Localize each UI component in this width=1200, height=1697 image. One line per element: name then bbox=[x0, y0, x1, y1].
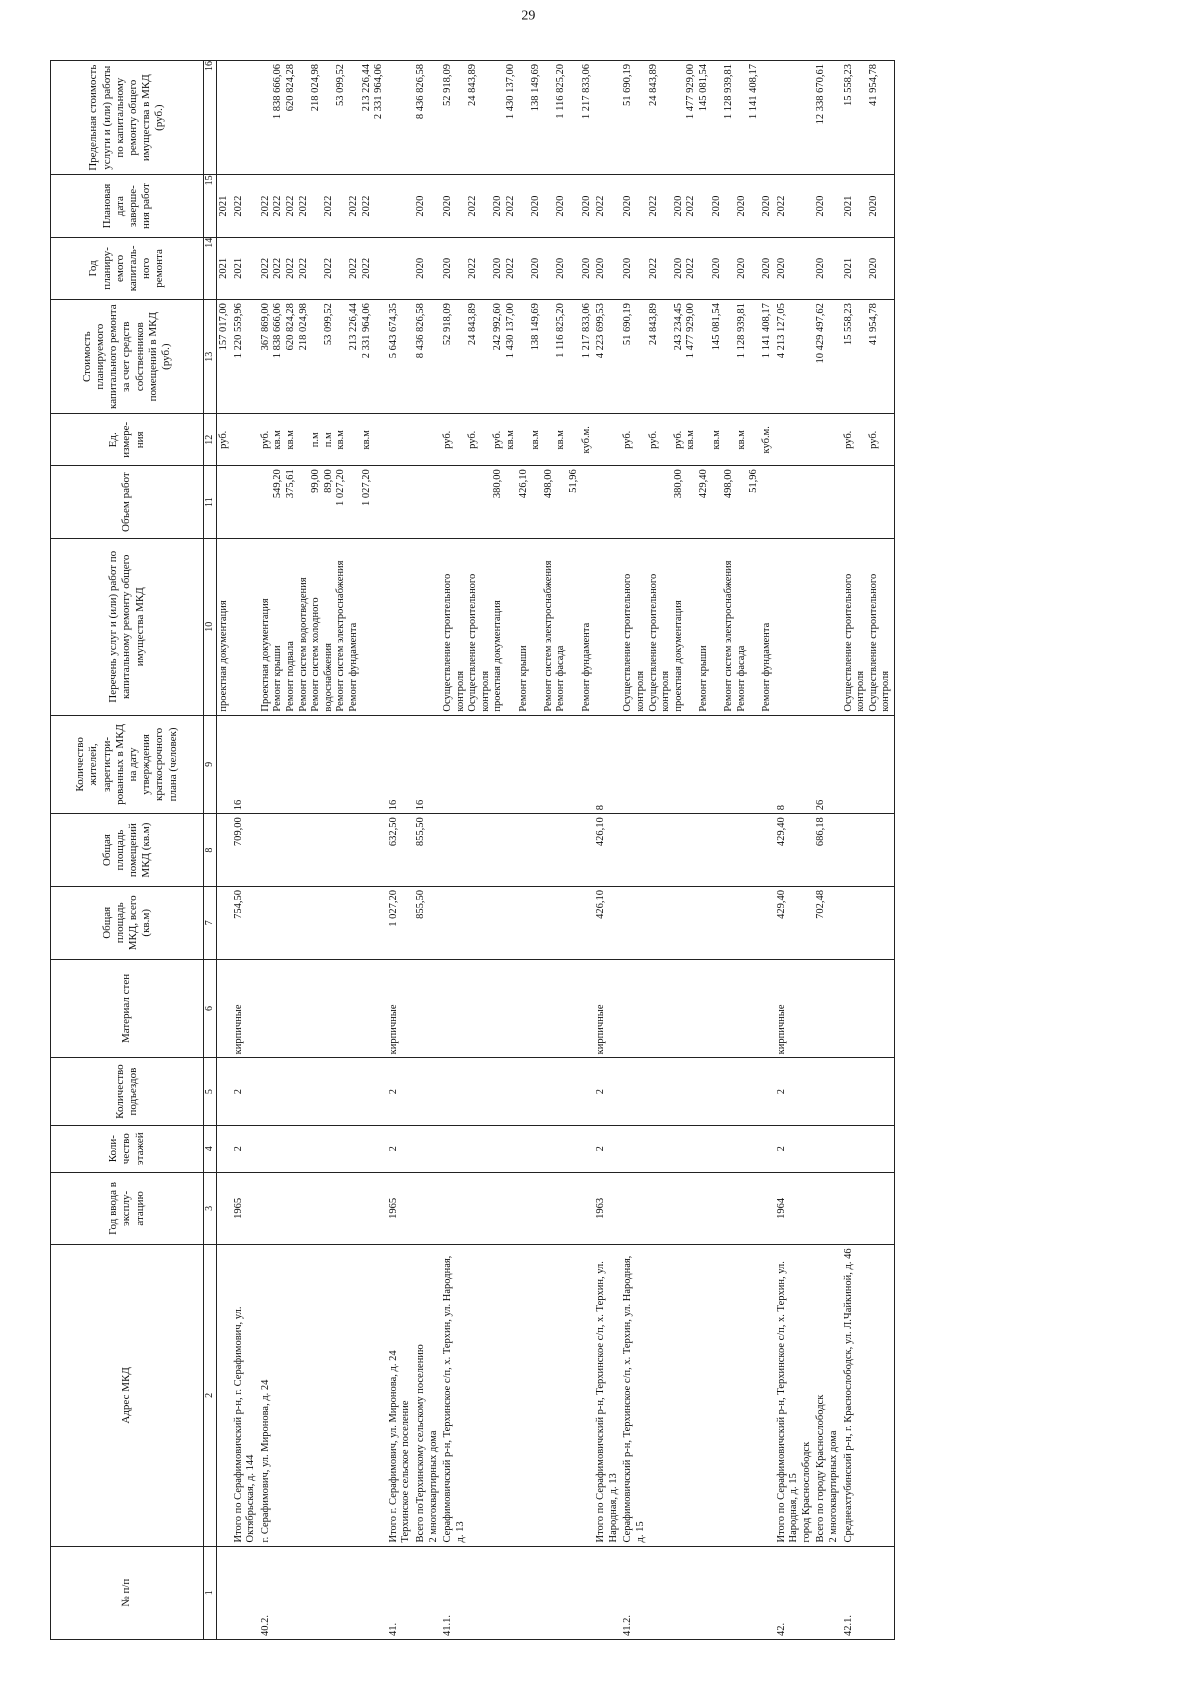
table-cell bbox=[387, 466, 414, 539]
table-cell: 2022 2022 2022 2022 2022 2022 2022 bbox=[259, 237, 387, 299]
table-cell bbox=[814, 466, 841, 539]
table-cell bbox=[775, 466, 815, 539]
table-cell: Осуществление строительного контроля Осуществление строительного контроля bbox=[842, 538, 895, 715]
table-cell bbox=[441, 1058, 594, 1126]
table-cell bbox=[842, 814, 895, 887]
table-cell: 429,40 bbox=[775, 886, 815, 959]
table-cell: 2 bbox=[594, 1058, 621, 1126]
table-cell: 2020 2022 2020 2022 2020 2020 2020 bbox=[441, 237, 594, 299]
column-number: 2 bbox=[204, 1245, 217, 1546]
table-row bbox=[814, 61, 841, 1640]
table-row bbox=[259, 61, 387, 1640]
table-cell: Всего по городу Краснослободск 2 многоквартирных дома bbox=[814, 1245, 841, 1546]
table-cell: 51 690,19 24 843,89 243 234,45 1 477 929,00 145 081,54 1 128 939,81 1 141 408,17 bbox=[621, 300, 774, 414]
column-header: Предельная стоимость услуги и (или) работы по капитальному ремонту общего имущества в МКД (руб.) bbox=[51, 61, 204, 175]
table-cell: 41. bbox=[387, 1546, 414, 1639]
column-number-row bbox=[204, 61, 217, 1640]
table-cell bbox=[387, 538, 414, 715]
column-number: 9 bbox=[204, 715, 217, 814]
table-cell: руб. руб. bbox=[842, 414, 895, 466]
page-number: 29 bbox=[521, 8, 536, 24]
table-cell: 2 bbox=[232, 1125, 259, 1172]
table-cell bbox=[387, 414, 414, 466]
table-cell bbox=[387, 175, 414, 237]
table-cell: кирпичные bbox=[387, 959, 414, 1058]
table-cell: 380,00 426,10 498,00 51,96 bbox=[441, 466, 594, 539]
table-row bbox=[775, 61, 815, 1640]
table-row bbox=[387, 61, 414, 1640]
table-cell bbox=[217, 61, 232, 175]
table-cell bbox=[232, 61, 259, 175]
table-cell: 10 429 497,62 bbox=[814, 300, 841, 414]
table-cell bbox=[232, 466, 259, 539]
table-cell bbox=[217, 814, 232, 887]
table-cell: 16 bbox=[232, 715, 259, 814]
table-cell bbox=[621, 1172, 774, 1245]
table-cell bbox=[842, 715, 895, 814]
table-cell bbox=[594, 466, 621, 539]
table-cell: 157 017,00 bbox=[217, 300, 232, 414]
table-cell bbox=[814, 1125, 841, 1172]
table-cell: 2021 2020 bbox=[842, 175, 895, 237]
table-cell: 2 bbox=[594, 1125, 621, 1172]
table-cell: руб. руб. руб. кв.м кв.м кв.м куб.м. bbox=[621, 414, 774, 466]
table-cell bbox=[814, 414, 841, 466]
table-cell: 2021 bbox=[217, 175, 232, 237]
table-cell bbox=[621, 814, 774, 887]
table-cell: Осуществление строительного контроля Осуществление строительного контроля проектная документация Ремонт крыши Ремонт систем электроснабжения Ремонт фасада Ремонт фундамента bbox=[441, 538, 594, 715]
table-cell: 2022 bbox=[775, 175, 815, 237]
table-cell bbox=[441, 959, 594, 1058]
column-number: 10 bbox=[204, 538, 217, 715]
table-cell: Всего поТерхинскому сельскому поселению 2 многоквартирных дома bbox=[414, 1245, 441, 1546]
table-cell: 686,18 bbox=[814, 814, 841, 887]
table-cell: 2020 bbox=[775, 237, 815, 299]
table-cell: 1 838 666,06 620 824,28 218 024,98 53 099,52 213 226,44 2 331 964,06 bbox=[259, 61, 387, 175]
table-cell: 12 338 670,61 bbox=[814, 61, 841, 175]
table-cell bbox=[775, 61, 815, 175]
table-cell bbox=[217, 1125, 232, 1172]
table-cell: 40.2. bbox=[259, 1546, 387, 1639]
table-cell bbox=[621, 959, 774, 1058]
table-cell: 549,20 375,61 99,00 89,00 1 027,20 1 027,20 bbox=[259, 466, 387, 539]
table-cell bbox=[842, 886, 895, 959]
table-cell: 2020 bbox=[814, 237, 841, 299]
table-cell bbox=[414, 959, 441, 1058]
table-cell bbox=[621, 886, 774, 959]
table-cell: 2022 bbox=[594, 175, 621, 237]
table-cell: 2021 bbox=[217, 237, 232, 299]
table-cell: 426,10 bbox=[594, 814, 621, 887]
column-number: 8 bbox=[204, 814, 217, 887]
table-cell bbox=[232, 538, 259, 715]
table-cell: 2020 2022 2020 2022 2020 2020 2020 bbox=[441, 175, 594, 237]
table-cell: 2 bbox=[387, 1125, 414, 1172]
table-cell: 52 918,09 24 843,89 242 992,60 1 430 137,00 138 149,69 1 116 825,20 1 217 833,06 bbox=[441, 300, 594, 414]
column-number: 1 bbox=[204, 1546, 217, 1639]
table-cell bbox=[594, 61, 621, 175]
table-cell: 702,48 bbox=[814, 886, 841, 959]
table-cell: г. Серафимович, ул. Миронова, д. 24 bbox=[259, 1245, 387, 1546]
column-header: Год планиру-емого капиталь-ного ремонта bbox=[51, 237, 204, 299]
table-cell bbox=[259, 886, 387, 959]
table-cell bbox=[414, 414, 441, 466]
table-cell: 2022 bbox=[232, 175, 259, 237]
table-cell: 754,50 bbox=[232, 886, 259, 959]
table-cell: 1965 bbox=[387, 1172, 414, 1245]
table-cell: кирпичные bbox=[775, 959, 815, 1058]
table-cell: 42.1. bbox=[842, 1546, 895, 1639]
table-cell: 426,10 bbox=[594, 886, 621, 959]
table-cell: 2020 bbox=[414, 175, 441, 237]
table-cell bbox=[414, 466, 441, 539]
table-cell: Итого по Серафимовичский р-н, Терхинское с/п, х. Терхин, ул. Народная, д. 15 город Краснослободск bbox=[775, 1245, 815, 1546]
table-cell bbox=[414, 1058, 441, 1126]
column-header: Адрес МКД bbox=[51, 1245, 204, 1546]
table-cell: руб. руб. руб. кв.м кв.м кв.м куб.м. bbox=[441, 414, 594, 466]
table-cell bbox=[414, 1172, 441, 1245]
table-cell: 2021 2020 bbox=[842, 237, 895, 299]
table-cell bbox=[414, 1125, 441, 1172]
table-cell: 8 436 826,58 bbox=[414, 300, 441, 414]
column-number: 13 bbox=[204, 300, 217, 414]
table-cell bbox=[621, 1058, 774, 1126]
rotated-table-sheet bbox=[50, 8, 1150, 1640]
table-cell: 42. bbox=[775, 1546, 815, 1639]
table-cell: 1964 bbox=[775, 1172, 815, 1245]
table-cell bbox=[814, 959, 841, 1058]
table-cell bbox=[387, 237, 414, 299]
table-cell: 41.1. bbox=[441, 1546, 594, 1639]
column-number: 3 bbox=[204, 1172, 217, 1245]
table-cell: 1 027,20 bbox=[387, 886, 414, 959]
table-cell: 2020 bbox=[414, 237, 441, 299]
table-cell: 16 bbox=[414, 715, 441, 814]
column-header: Плановая дата заверше-ния работ bbox=[51, 175, 204, 237]
column-number: 6 bbox=[204, 959, 217, 1058]
table-cell bbox=[814, 1172, 841, 1245]
table-cell: 4 223 699,53 bbox=[594, 300, 621, 414]
table-row bbox=[414, 61, 441, 1640]
table-cell bbox=[217, 715, 232, 814]
table-cell bbox=[594, 538, 621, 715]
table-cell: 2021 bbox=[232, 237, 259, 299]
table-cell bbox=[621, 715, 774, 814]
table-cell: Среднеахтубинский р-н, г. Краснослободск, ул. Л.Чайкиной, д. 46 bbox=[842, 1245, 895, 1546]
column-header: Количество жителей, зарегистри-рованных в МКД на дату утверждения краткосрочного плана (человек) bbox=[51, 715, 204, 814]
table-cell: 2020 2022 2020 2022 2020 2020 2020 bbox=[621, 175, 774, 237]
table-cell bbox=[441, 814, 594, 887]
table-cell bbox=[842, 466, 895, 539]
table-row bbox=[594, 61, 621, 1640]
table-cell bbox=[259, 1058, 387, 1126]
table-cell bbox=[775, 414, 815, 466]
table-cell bbox=[232, 1546, 259, 1639]
table-cell: руб. кв.м кв.м п.м п.м кв.м кв.м bbox=[259, 414, 387, 466]
table-cell bbox=[441, 715, 594, 814]
table-cell bbox=[259, 715, 387, 814]
table-cell bbox=[217, 1058, 232, 1126]
column-number: 5 bbox=[204, 1058, 217, 1126]
table-cell: 8 bbox=[594, 715, 621, 814]
table-cell: 2022 2022 2022 2022 2022 2022 2022 bbox=[259, 175, 387, 237]
table-cell: 632,50 bbox=[387, 814, 414, 887]
table-cell: 1963 bbox=[594, 1172, 621, 1245]
table-cell: 2 bbox=[775, 1058, 815, 1126]
table-cell bbox=[441, 1172, 594, 1245]
table-cell: кирпичные bbox=[232, 959, 259, 1058]
table-cell bbox=[594, 1546, 621, 1639]
table-cell: 16 bbox=[387, 715, 414, 814]
column-number: 4 bbox=[204, 1125, 217, 1172]
table-cell bbox=[594, 414, 621, 466]
table-cell bbox=[217, 1546, 232, 1639]
table-cell bbox=[232, 414, 259, 466]
column-header: Объем работ bbox=[51, 466, 204, 539]
table-cell: 855,50 bbox=[414, 886, 441, 959]
table-cell bbox=[259, 1125, 387, 1172]
column-header: Общая площадь помещений МКД (кв.м) bbox=[51, 814, 204, 887]
column-number: 12 bbox=[204, 414, 217, 466]
table-cell bbox=[814, 538, 841, 715]
table-cell: 1965 bbox=[232, 1172, 259, 1245]
table-cell: 367 869,00 1 838 666,06 620 824,28 218 024,98 53 099,52 213 226,44 2 331 964,06 bbox=[259, 300, 387, 414]
table-cell: 2 bbox=[232, 1058, 259, 1126]
table-cell: руб. bbox=[217, 414, 232, 466]
table-cell bbox=[775, 538, 815, 715]
table-cell: 2 bbox=[775, 1125, 815, 1172]
table-cell: 51 690,19 24 843,89 1 477 929,00 145 081,54 1 128 939,81 1 141 408,17 bbox=[621, 61, 774, 175]
column-number: 14 bbox=[204, 237, 217, 299]
table-cell bbox=[259, 814, 387, 887]
table-cell bbox=[842, 1058, 895, 1126]
header-row bbox=[51, 61, 204, 1640]
table-row bbox=[842, 61, 895, 1640]
table-cell: кирпичные bbox=[594, 959, 621, 1058]
table-row bbox=[217, 61, 232, 1640]
table-cell: Итого г. Серафимович, ул. Миронова, д. 24 Терхинское сельское поселение bbox=[387, 1245, 414, 1546]
column-header: Перечень услуг и (или) работ по капитальному ремонту общего имущества МКД bbox=[51, 538, 204, 715]
table-cell bbox=[842, 1172, 895, 1245]
column-header: Количество подъездов bbox=[51, 1058, 204, 1126]
table-cell bbox=[217, 1245, 232, 1546]
table-cell bbox=[414, 538, 441, 715]
table-row bbox=[621, 61, 774, 1640]
table-cell: 709,00 bbox=[232, 814, 259, 887]
table-cell: Осуществление строительного контроля Осуществление строительного контроля проектная документация Ремонт крыши Ремонт систем электроснабжения Ремонт фасада Ремонт фундамента bbox=[621, 538, 774, 715]
table-cell: 429,40 bbox=[775, 814, 815, 887]
table-cell: 2020 2022 2020 2022 2020 2020 2020 bbox=[621, 237, 774, 299]
table-cell: 15 558,23 41 954,78 bbox=[842, 61, 895, 175]
table-cell: 4 213 127,05 bbox=[775, 300, 815, 414]
table-row bbox=[441, 61, 594, 1640]
table-cell: 26 bbox=[814, 715, 841, 814]
table-cell bbox=[814, 1546, 841, 1639]
table-cell: Серафимовичский р-н, Терхинское с/п, х. Терхин, ул. Народная, д. 13 bbox=[441, 1245, 594, 1546]
table-cell bbox=[414, 1546, 441, 1639]
table-cell: 15 558,23 41 954,78 bbox=[842, 300, 895, 414]
table-cell bbox=[621, 1125, 774, 1172]
table-row bbox=[232, 61, 259, 1640]
table-cell bbox=[441, 886, 594, 959]
column-header: Год ввода в эксплу-атацию bbox=[51, 1172, 204, 1245]
table-cell bbox=[259, 959, 387, 1058]
table-cell bbox=[441, 1125, 594, 1172]
table-cell: Проектная документация Ремонт крыши Ремонт подвала Ремонт систем водоотведения Ремонт систем холодного водоснабжения Ремонт систем электроснабжения Ремонт фундамента bbox=[259, 538, 387, 715]
table-cell: проектная документация bbox=[217, 538, 232, 715]
table-cell: Серафимовичский р-н, Терхинское с/п, х. Терхин, ул. Народная, д. 15 bbox=[621, 1245, 774, 1546]
table-cell bbox=[217, 959, 232, 1058]
table-cell: 8 bbox=[775, 715, 815, 814]
column-header: Общая площадь МКД, всего (кв.м) bbox=[51, 886, 204, 959]
table-cell: 380,00 429,40 498,00 51,96 bbox=[621, 466, 774, 539]
table-cell: Итого по Серафимовичский р-н, Терхинское с/п, х. Терхин, ул. Народная, д. 13 bbox=[594, 1245, 621, 1546]
table-cell: 2 bbox=[387, 1058, 414, 1126]
column-number: 15 bbox=[204, 175, 217, 237]
column-header: № п/п bbox=[51, 1546, 204, 1639]
column-number: 7 bbox=[204, 886, 217, 959]
table-cell: 5 643 674,35 bbox=[387, 300, 414, 414]
table-cell: 52 918,09 24 843,89 1 430 137,00 138 149,69 1 116 825,20 1 217 833,06 bbox=[441, 61, 594, 175]
table-cell: 2020 bbox=[594, 237, 621, 299]
table-cell: 2020 bbox=[814, 175, 841, 237]
table-cell bbox=[842, 959, 895, 1058]
table-cell: Итого по Серафимовичский р-н, г. Серафимович, ул. Октябрьская, д. 144 bbox=[232, 1245, 259, 1546]
table-cell bbox=[814, 1058, 841, 1126]
table-cell: 41.2. bbox=[621, 1546, 774, 1639]
table-cell bbox=[217, 466, 232, 539]
column-number: 16 bbox=[204, 61, 217, 175]
column-number: 11 bbox=[204, 466, 217, 539]
column-header: Материал стен bbox=[51, 959, 204, 1058]
table-cell bbox=[217, 886, 232, 959]
table-cell: 8 436 826,58 bbox=[414, 61, 441, 175]
table-cell bbox=[217, 1172, 232, 1245]
column-header: Стоимость планируемого капитального ремонта за счет средств собственников помещений в МКД (руб.) bbox=[51, 300, 204, 414]
table-cell bbox=[259, 1172, 387, 1245]
capital-repair-table bbox=[50, 60, 895, 1640]
table-cell: 1 220 559,96 bbox=[232, 300, 259, 414]
table-cell bbox=[842, 1125, 895, 1172]
column-header: Коли-чество этажей bbox=[51, 1125, 204, 1172]
table-cell: 855,50 bbox=[414, 814, 441, 887]
column-header: Ед. измере-ния bbox=[51, 414, 204, 466]
table-cell bbox=[387, 61, 414, 175]
